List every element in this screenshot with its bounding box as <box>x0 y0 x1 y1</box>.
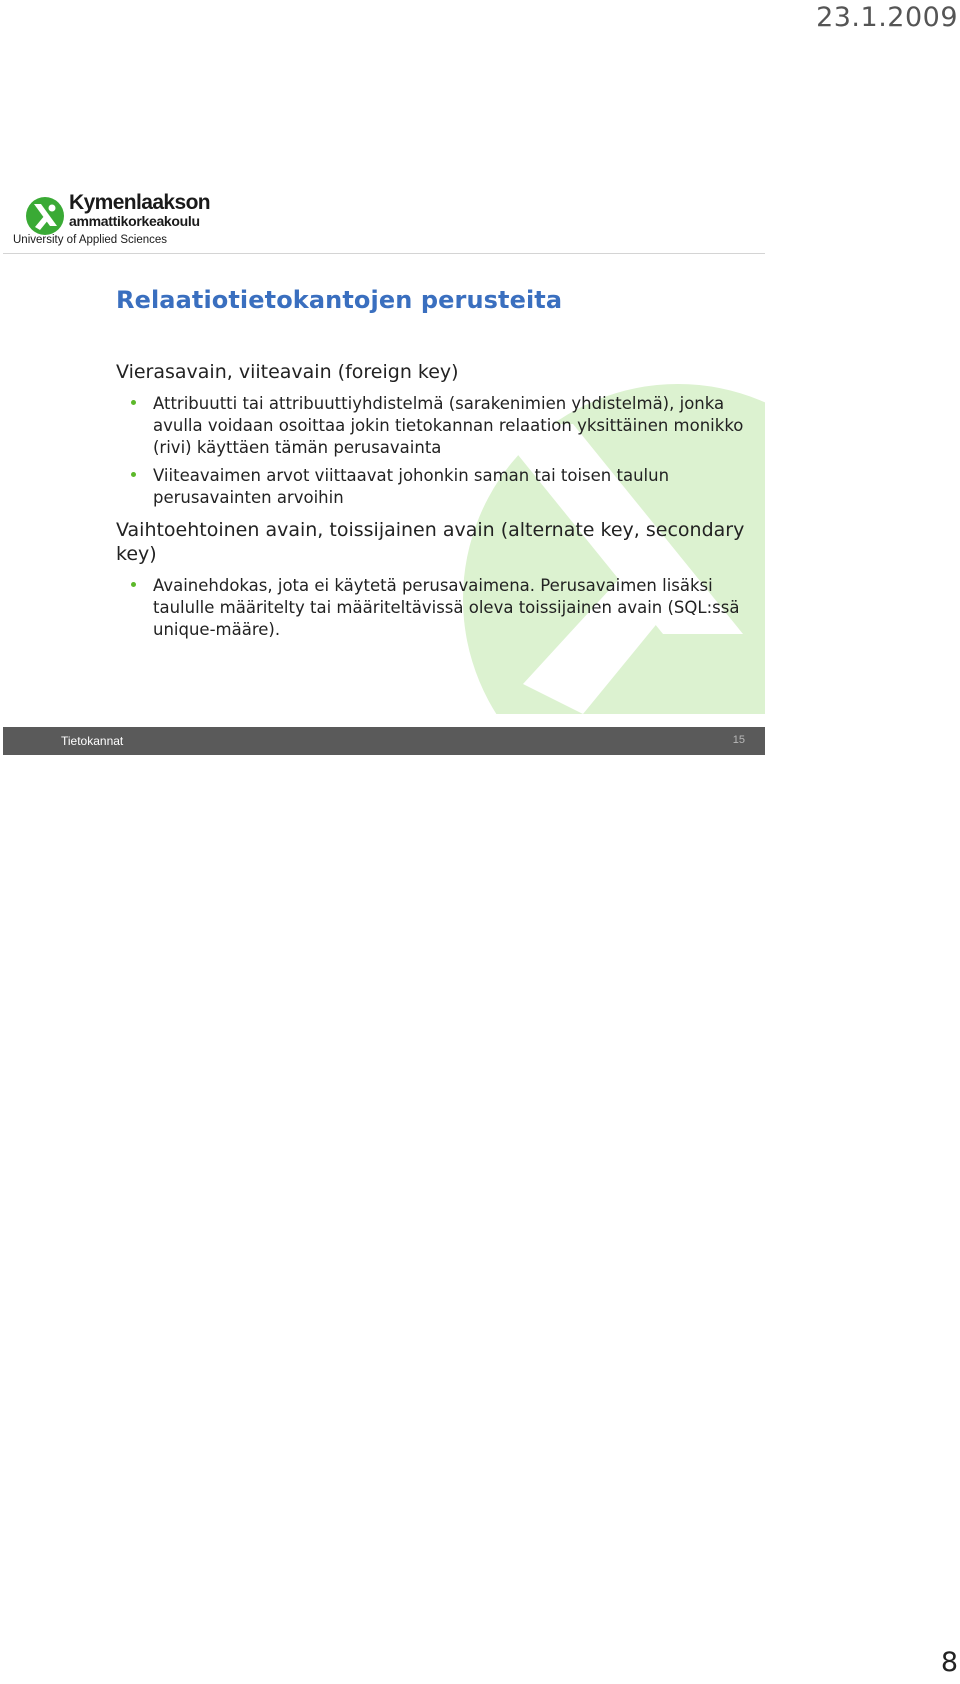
logo-wordmark <box>69 192 210 229</box>
section-foreign-key <box>116 360 756 509</box>
bullet-dot-icon <box>131 472 136 477</box>
section-alternate-key <box>116 518 756 641</box>
slide <box>3 184 765 755</box>
section-heading: Vierasavain, viiteavain (foreign key) <box>116 361 459 383</box>
page-number: 8 <box>940 1647 958 1678</box>
print-date: 23.1.2009 <box>816 2 958 33</box>
bullet-item <box>116 465 756 509</box>
bullet-text: Attribuutti tai attribuuttiyhdistelmä (sarakenimien yhdistelmä), jonka avulla voidaan osoittaa jokin tietokannan relaation yksittäinen monikko (rivi) käyttäen tämän perusavainta <box>153 394 744 457</box>
bullet-item <box>116 575 756 641</box>
section-heading: Vaihtoehtoinen avain, toissijainen avain (alternate key, secondary key) <box>116 519 745 565</box>
slide-content <box>116 360 756 650</box>
bullet-dot-icon <box>131 400 136 405</box>
logo-subtitle: University of Applied Sciences <box>13 234 168 246</box>
slide-title: Relaatiotietokantojen perusteita <box>116 286 563 314</box>
header-divider <box>3 253 765 254</box>
footer-slide-number: 15 <box>732 734 745 746</box>
logo-name-line2: ammattikorkeakoulu <box>69 213 200 229</box>
bullet-list <box>116 393 756 509</box>
kyamk-logo-icon <box>25 196 65 236</box>
institution-logo <box>25 192 210 236</box>
bullet-text: Viiteavaimen arvot viittaavat johonkin saman tai toisen taulun perusavainten arvoihin <box>153 466 670 507</box>
logo-name-line1: Kymenlaakson <box>69 191 211 214</box>
bullet-dot-icon <box>131 582 136 587</box>
bullet-text: Avainehdokas, jota ei käytetä perusavaimena. Perusavaimen lisäksi taululle määritelty tai määriteltävissä oleva toissijainen avain (SQL:ssä unique-määre). <box>153 576 740 639</box>
footer-course-label: Tietokannat <box>61 734 124 748</box>
bullet-item <box>116 393 756 459</box>
bullet-list <box>116 575 756 641</box>
slide-footer <box>3 727 765 755</box>
